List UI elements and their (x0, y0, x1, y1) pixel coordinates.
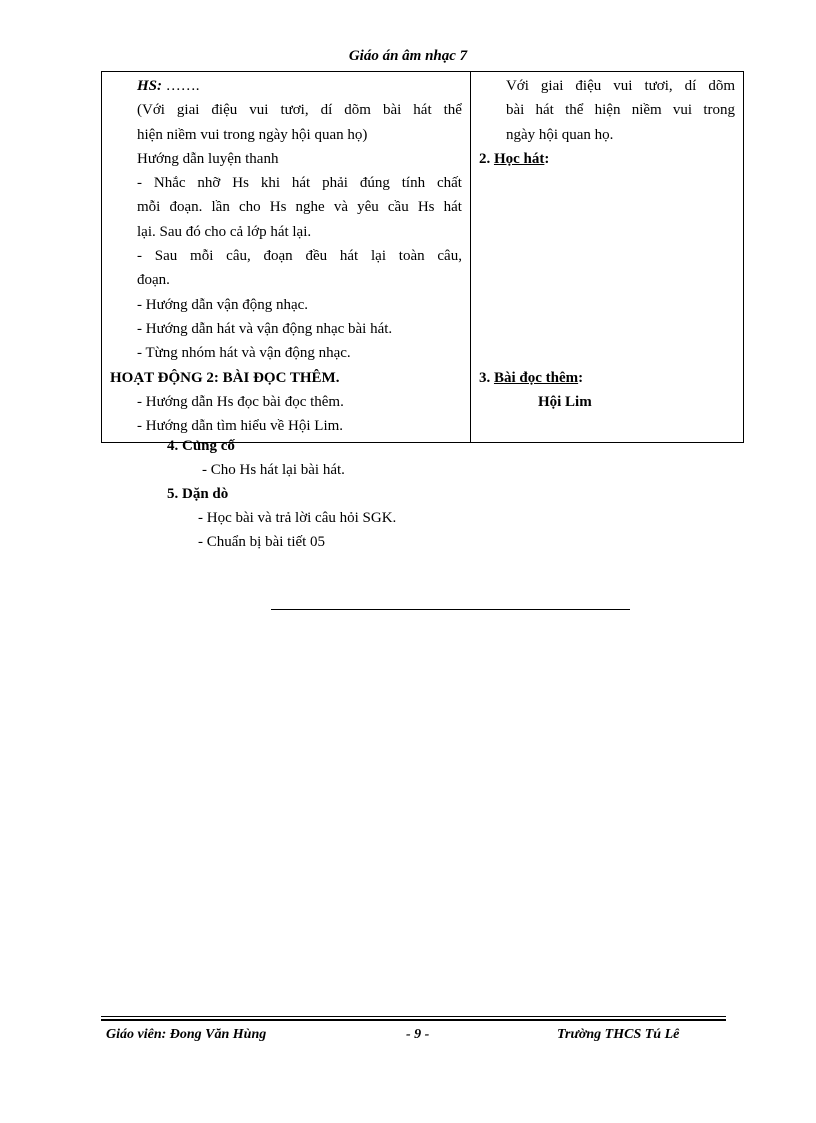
section-3-colon: : (578, 369, 584, 386)
left-line-7: - Sau mỗi câu, đoạn đều hát lại toàn câu, (137, 248, 462, 265)
left-line-12: - Hướng dẫn Hs đọc bài đọc thêm. (137, 393, 344, 410)
hoi-lim-label: Hội Lim (537, 393, 592, 410)
section-divider (271, 609, 630, 610)
page-header-title: Giáo án âm nhạc 7 (348, 48, 468, 64)
page-footer (0, 1027, 816, 1051)
left-line-5: mỗi đoạn. lần cho Hs nghe và yêu cầu Hs hát (137, 199, 462, 216)
right-spacer-8 (479, 341, 735, 365)
right-line-3: ngày hội quan họ. (505, 126, 614, 143)
section-2-heading (479, 147, 735, 171)
footer-rule-thick (101, 1019, 726, 1021)
footer-rule-thin (101, 1016, 726, 1017)
left-line-13: - Hướng dẫn tìm hiểu về Hội Lim. (137, 418, 344, 435)
left-line-10: - Hướng dẫn hát và vận động nhạc bài hát. (137, 320, 393, 337)
left-line-6: lại. Sau đó cho cả lớp hát lại. (137, 223, 312, 240)
section-2-number: 2. (478, 150, 491, 167)
hs-line (110, 74, 462, 98)
section-5-item-2: - Chuẩn bị bài tiết 05 (198, 534, 326, 550)
section-3-title: Bài đọc thêm (493, 369, 579, 386)
right-spacer-6 (479, 293, 735, 317)
section-4-item: - Cho Hs hát lại bài hát. (202, 462, 345, 478)
footer-teacher: Giáo viên: Đong Văn Hùng (106, 1027, 267, 1042)
left-line-11: - Từng nhóm hát và vận động nhạc. (137, 345, 351, 362)
footer-page-number: - 9 - (406, 1027, 430, 1042)
lesson-table (101, 71, 744, 443)
right-spacer-7 (479, 317, 735, 341)
right-spacer-2 (479, 195, 735, 219)
section-3-heading (479, 366, 735, 390)
section-3-number: 3. (478, 369, 491, 386)
section-5-heading: 5. Dặn dò (167, 486, 229, 502)
left-line-1: (Với giai điệu vui tươi, dí dõm bài hát thể (137, 102, 462, 119)
left-line-2: hiện niềm vui trong ngày hội quan họ) (137, 126, 368, 143)
hs-label: HS: (137, 78, 163, 94)
left-line-9: - Hướng dẫn vận động nhạc. (137, 296, 309, 313)
right-line-2: bài hát thể hiện niềm vui trong (505, 102, 735, 119)
section-4-heading: 4. Củng cố (167, 438, 235, 454)
section-2-colon: : (544, 150, 550, 167)
hs-dots: ……. (162, 78, 200, 94)
right-spacer-4 (479, 244, 735, 268)
section-5-item-1: - Học bài và trả lời câu hỏi SGK. (198, 510, 397, 526)
right-spacer-1 (479, 171, 735, 195)
activity-2-heading: HOẠT ĐỘNG 2: BÀI ĐỌC THÊM. (110, 369, 340, 386)
section-2-title: Học hát (493, 150, 545, 167)
teacher-activities-cell (102, 72, 471, 443)
right-spacer-3 (479, 220, 735, 244)
left-line-3: Hướng dẫn luyện thanh (137, 150, 279, 167)
footer-school: Trường THCS Tú Lê (557, 1027, 680, 1042)
left-line-4: - Nhắc nhỡ Hs khi hát phải đúng tính chất (137, 175, 462, 192)
content-cell (470, 72, 743, 443)
right-line-1: Với giai điệu vui tươi, dí dõm (505, 78, 735, 94)
right-spacer-5 (479, 268, 735, 292)
left-line-8: đoạn. (137, 272, 170, 289)
